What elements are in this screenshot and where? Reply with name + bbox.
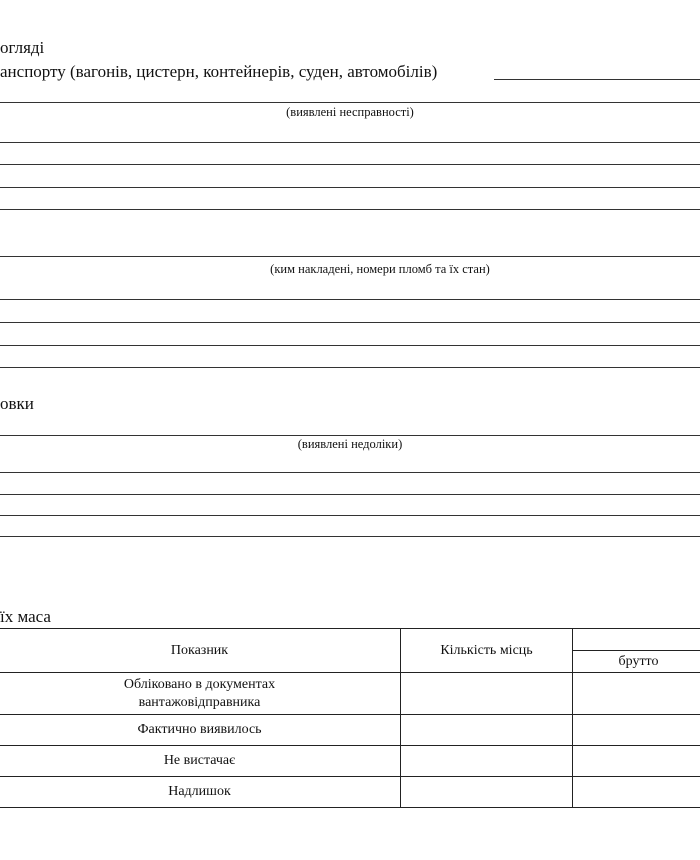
fill-in-line[interactable] (0, 435, 700, 436)
row-label (0, 777, 401, 808)
places-cell[interactable] (401, 673, 573, 715)
cargo-table (0, 628, 700, 808)
packaging-title: овки (0, 394, 34, 413)
gross-cell[interactable] (573, 673, 700, 715)
row-label-line: Обліковано в документах (123, 676, 276, 692)
header-line-1: огляді (0, 38, 45, 57)
gross-cell[interactable] (573, 746, 700, 777)
fill-in-line[interactable] (0, 367, 700, 368)
fill-in-line[interactable] (0, 209, 700, 210)
places-cell[interactable] (401, 746, 573, 777)
fill-in-line[interactable] (0, 536, 700, 537)
table-row (0, 746, 700, 777)
row-label-line: Надлишок (168, 784, 231, 799)
fill-in-line[interactable] (0, 345, 700, 346)
places-cell[interactable] (401, 715, 573, 746)
caption-seals: (ким накладені, номери пломб та їх стан) (270, 262, 490, 276)
fill-in-line[interactable] (0, 187, 700, 188)
header-mass-group (573, 629, 700, 651)
gross-cell[interactable] (573, 777, 700, 808)
fill-in-line[interactable] (0, 102, 700, 103)
caption-defects: (виявлені недоліки) (297, 437, 403, 451)
gross-cell[interactable] (573, 715, 700, 746)
table-title: їх маса (0, 607, 51, 626)
places-cell[interactable] (401, 777, 573, 808)
fill-in-line[interactable] (0, 299, 700, 300)
caption-faults: (виявлені несправності) (286, 105, 414, 119)
row-label (0, 715, 401, 746)
fill-in-line[interactable] (0, 164, 700, 165)
row-label-line: Не вистачає (163, 753, 236, 768)
fill-in-line[interactable] (0, 494, 700, 495)
header-places: Кількість місць (401, 629, 573, 673)
row-label (0, 746, 401, 777)
header-gross: брутто (573, 651, 700, 673)
fill-in-line[interactable] (0, 142, 700, 143)
table-row (0, 715, 700, 746)
row-label-line: Фактично виявилось (137, 722, 262, 737)
fill-in-line[interactable] (0, 472, 700, 473)
row-label (0, 673, 401, 715)
header-line-2: анспорту (вагонів, цистерн, контейнерів, суден, автомобілів) (0, 62, 438, 81)
fill-in-line[interactable] (0, 515, 700, 516)
fill-in-line[interactable] (0, 322, 700, 323)
header-indicator: Показник (0, 629, 401, 673)
table-row (0, 777, 700, 808)
fill-in-line-transport[interactable] (494, 79, 700, 80)
row-label-line: вантажовідправника (138, 694, 261, 710)
table-row (0, 673, 700, 715)
fill-in-line[interactable] (0, 256, 700, 257)
